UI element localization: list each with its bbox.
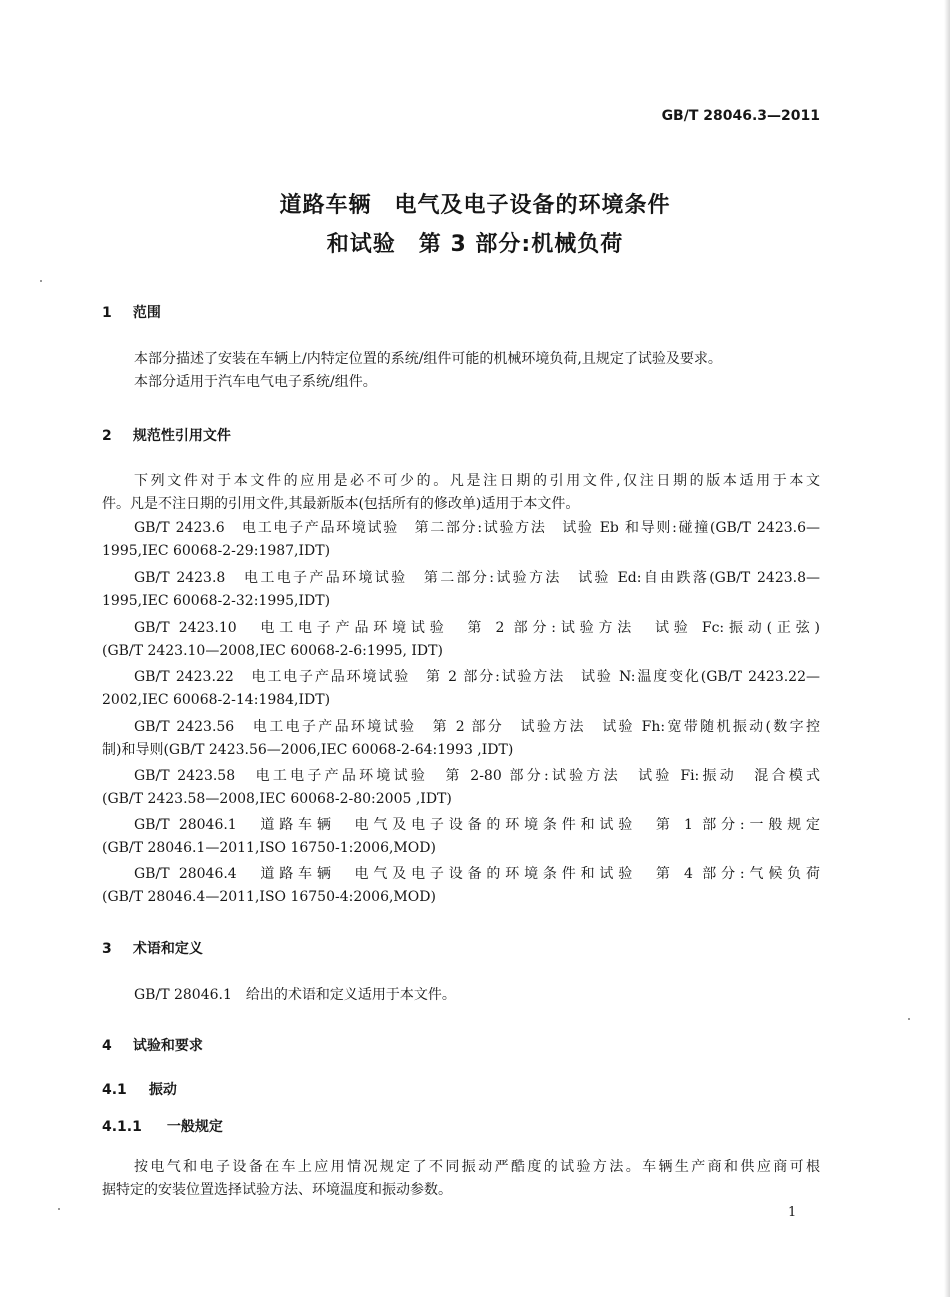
reference-line: GB/T 28046.4 道路车辆 电气及电子设备的环境条件和试验 第 4 部分:气候负荷 <box>134 866 820 882</box>
scan-edge <box>944 0 950 1297</box>
reference-item <box>102 716 820 762</box>
page-number: 1 <box>788 1205 797 1220</box>
section-number: 2 <box>102 428 112 444</box>
reference-line: GB/T 2423.56 电工电子产品环境试验 第 2 部分 试验方法 试验 Fh:宽带随机振动(数字控 <box>134 719 820 735</box>
paragraph: 本部分适用于汽车电气电子系统/组件。 <box>134 374 377 390</box>
paragraph-line: 据特定的安装位置选择试验方法、环境温度和振动参数。 <box>102 1182 452 1198</box>
reference-item <box>102 666 820 712</box>
paragraph: GB/T 28046.1 给出的术语和定义适用于本文件。 <box>134 987 456 1003</box>
section-number: 3 <box>102 941 112 957</box>
paragraph-line: 件。凡是不注日期的引用文件,其最新版本(包括所有的修改单)适用于本文件。 <box>102 496 580 512</box>
reference-line: GB/T 2423.10 电工电子产品环境试验 第 2 部分:试验方法 试验 Fc:振动(正弦) <box>134 620 820 636</box>
section-title: 范围 <box>132 305 161 321</box>
paragraph: 本部分描述了安装在车辆上/内特定位置的系统/组件可能的机械环境负荷,且规定了试验及要求。 <box>134 351 722 367</box>
reference-line: GB/T 2423.58 电工电子产品环境试验 第 2-80 部分:试验方法 试验 Fi:振动 混合模式 <box>134 768 820 784</box>
section-3-body <box>102 984 820 1007</box>
section-4-heading <box>102 1035 203 1055</box>
document-title-line2: 和试验 第 3 部分:机械负荷 <box>326 232 624 257</box>
reference-line: (GB/T 28046.4—2011,ISO 16750-4:2006,MOD) <box>102 889 436 905</box>
section-number: 4 <box>102 1038 112 1054</box>
section-title: 一般规定 <box>166 1119 223 1135</box>
reference-item <box>102 765 820 811</box>
reference-line: 1995,IEC 60068-2-32:1995,IDT) <box>102 593 331 609</box>
reference-line: GB/T 2423.22 电工电子产品环境试验 第 2 部分:试验方法 试验 N:温度变化(GB/T 2423.22— <box>134 669 820 685</box>
subsection-4-1-heading <box>102 1079 177 1099</box>
section-title: 术语和定义 <box>132 941 203 957</box>
reference-line: GB/T 2423.6 电工电子产品环境试验 第二部分:试验方法 试验 Eb 和导则:碰撞(GB/T 2423.6— <box>134 520 820 536</box>
reference-line: (GB/T 2423.10—2008,IEC 60068-2-6:1995, IDT) <box>102 643 443 659</box>
reference-line: (GB/T 2423.58—2008,IEC 60068-2-80:2005 ,IDT) <box>102 791 452 807</box>
section-number: 4.1 <box>102 1082 127 1098</box>
reference-line: 1995,IEC 60068-2-29:1987,IDT) <box>102 543 331 559</box>
scan-speck <box>58 1208 60 1210</box>
section-4-1-1-body <box>102 1156 820 1202</box>
paragraph-line: 按电气和电子设备在车上应用情况规定了不同振动严酷度的试验方法。车辆生产商和供应商可根 <box>134 1159 820 1175</box>
reference-line: GB/T 2423.8 电工电子产品环境试验 第二部分:试验方法 试验 Ed:自由跌落(GB/T 2423.8— <box>134 570 820 586</box>
reference-item <box>102 517 820 563</box>
section-1-body <box>102 348 820 394</box>
standard-code: GB/T 28046.3—2011 <box>661 108 820 124</box>
paragraph-line: 下列文件对于本文件的应用是必不可少的。凡是注日期的引用文件,仅注日期的版本适用于本文 <box>134 473 820 489</box>
section-3-heading <box>102 938 203 958</box>
section-title: 规范性引用文件 <box>132 428 231 444</box>
document-title-line1: 道路车辆 电气及电子设备的环境条件 <box>279 193 671 218</box>
section-2-heading <box>102 425 231 445</box>
scan-speck <box>40 280 42 282</box>
reference-line: 2002,IEC 60068-2-14:1984,IDT) <box>102 692 331 708</box>
reference-line: (GB/T 28046.1—2011,ISO 16750-1:2006,MOD) <box>102 840 436 856</box>
reference-item <box>102 814 820 860</box>
reference-item <box>102 567 820 613</box>
reference-line: 制)和导则(GB/T 2423.56—2006,IEC 60068-2-64:1993 ,IDT) <box>102 742 514 758</box>
reference-line: GB/T 28046.1 道路车辆 电气及电子设备的环境条件和试验 第 1 部分:一般规定 <box>134 817 820 833</box>
section-number: 4.1.1 <box>102 1119 142 1135</box>
reference-item <box>102 617 820 663</box>
section-2-intro <box>102 470 820 516</box>
subsection-4-1-1-heading <box>102 1116 223 1136</box>
section-title: 试验和要求 <box>132 1038 203 1054</box>
section-1-heading <box>102 302 161 322</box>
section-number: 1 <box>102 305 112 321</box>
reference-item <box>102 863 820 909</box>
section-title: 振动 <box>148 1082 177 1098</box>
scan-speck <box>908 1018 910 1020</box>
